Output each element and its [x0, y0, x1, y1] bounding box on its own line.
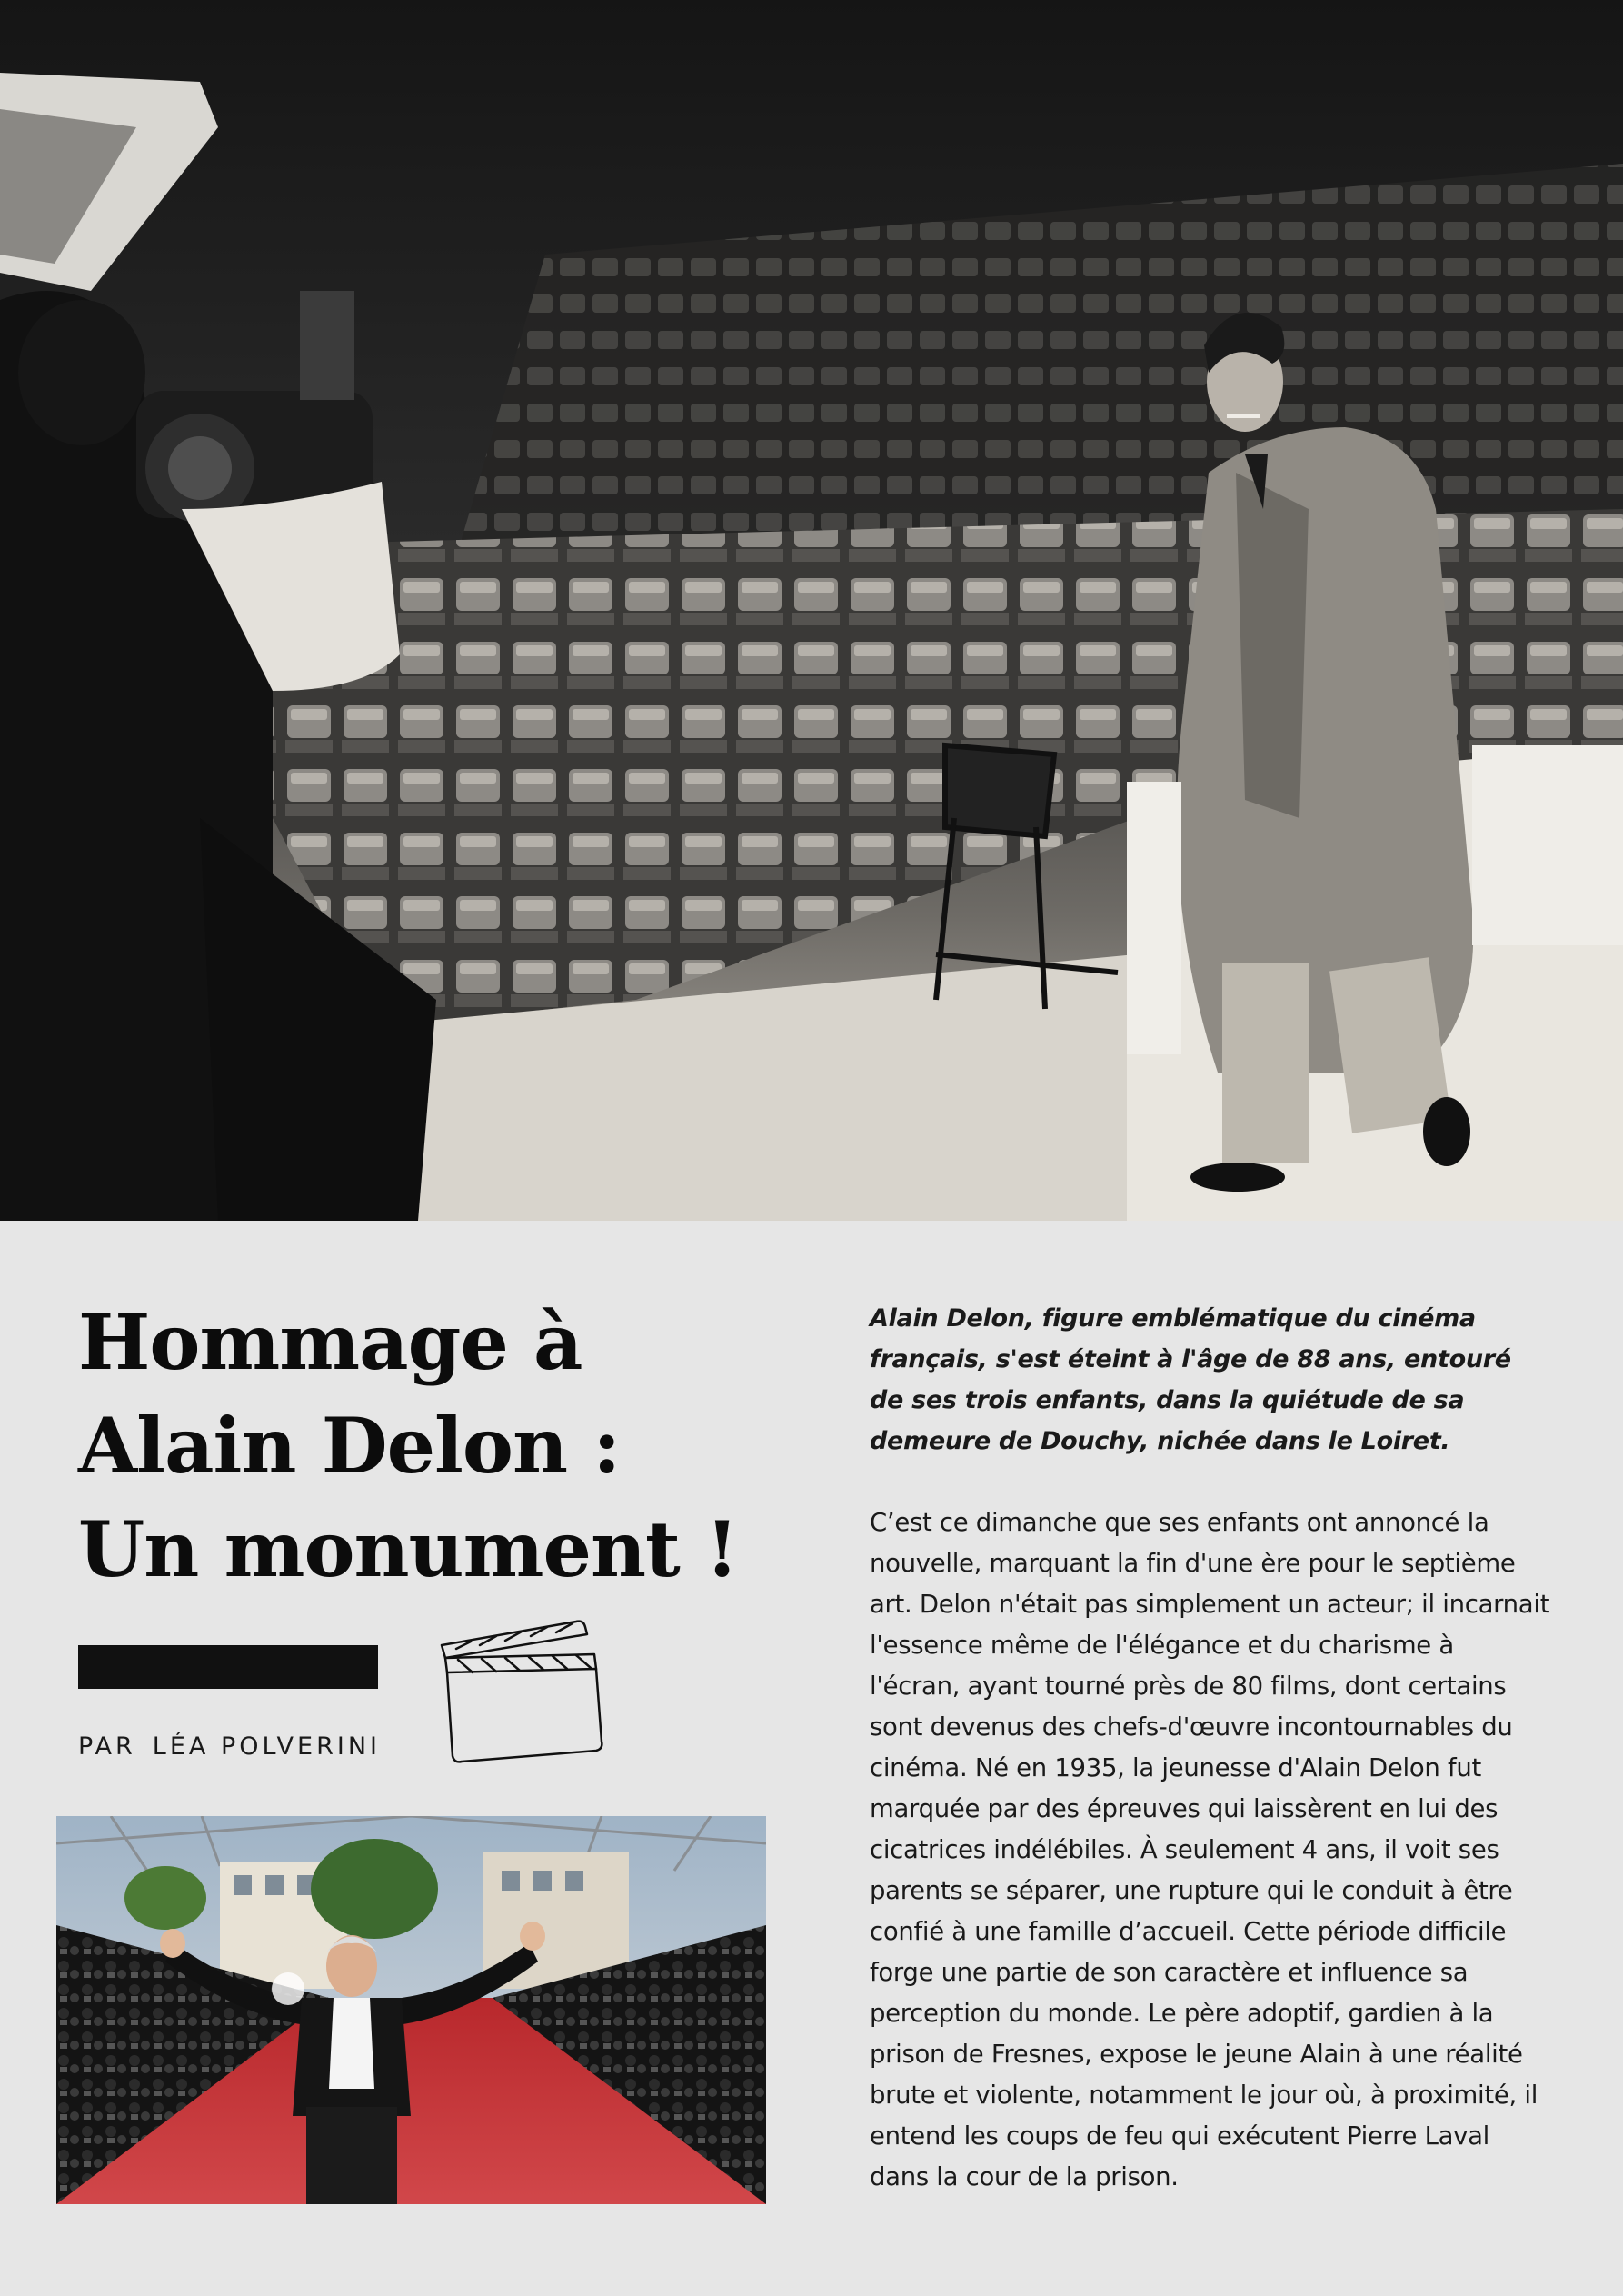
title-underline-bar — [78, 1645, 378, 1689]
title-line-2: Alain Delon : — [78, 1401, 621, 1491]
byline-prefix: PAR — [78, 1732, 136, 1761]
red-carpet-photo — [56, 1816, 766, 2204]
article-text-column — [870, 1298, 1551, 2198]
article-body: C’est ce dimanche que ses enfants ont annoncé la nouvelle, marquant la fin d'une ère pour le septième art. Delon n'était pas simplement un acteur; il incarnait l'essence même de l'élégance et du charisme à l'écran, ayant tourné près de 80 films, dont certains sont devenus des chefs-d'œuvre incontournables du cinéma. Né en 1935, la jeunesse d'Alain Delon fut marquée par des épreuves qui laissèrent en lui des cicatrices indélébiles. À seulement 4 ans, il voit ses parents se séparer, une rupture qui le conduit à être confié à une famille d’accueil. Cette période difficile forge une partie de son caractère et influence sa perception du monde. Le père adoptif, gardien à la prison de Fresnes, expose le jeune Alain à une réalité brute et violente, notamment le jour où, à proximité, il entend les coups de feu qui exécutent Pierre Laval dans la cour de la prison. — [870, 1508, 1550, 2191]
title-line-3: Un monument ! — [78, 1504, 738, 1594]
article-lede: Alain Delon, figure emblématique du cinéma français, s'est éteint à l'âge de 88 ans, entouré de ses trois enfants, dans la quiétude de sa demeure de Douchy, nichée dans le Loiret. — [870, 1304, 1511, 1455]
title-line-1: Hommage à — [78, 1297, 582, 1387]
byline-author: LÉA POLVERINI — [152, 1732, 381, 1761]
article-title — [78, 1291, 769, 1602]
clapperboard-icon — [440, 1618, 612, 1772]
byline — [78, 1732, 381, 1761]
